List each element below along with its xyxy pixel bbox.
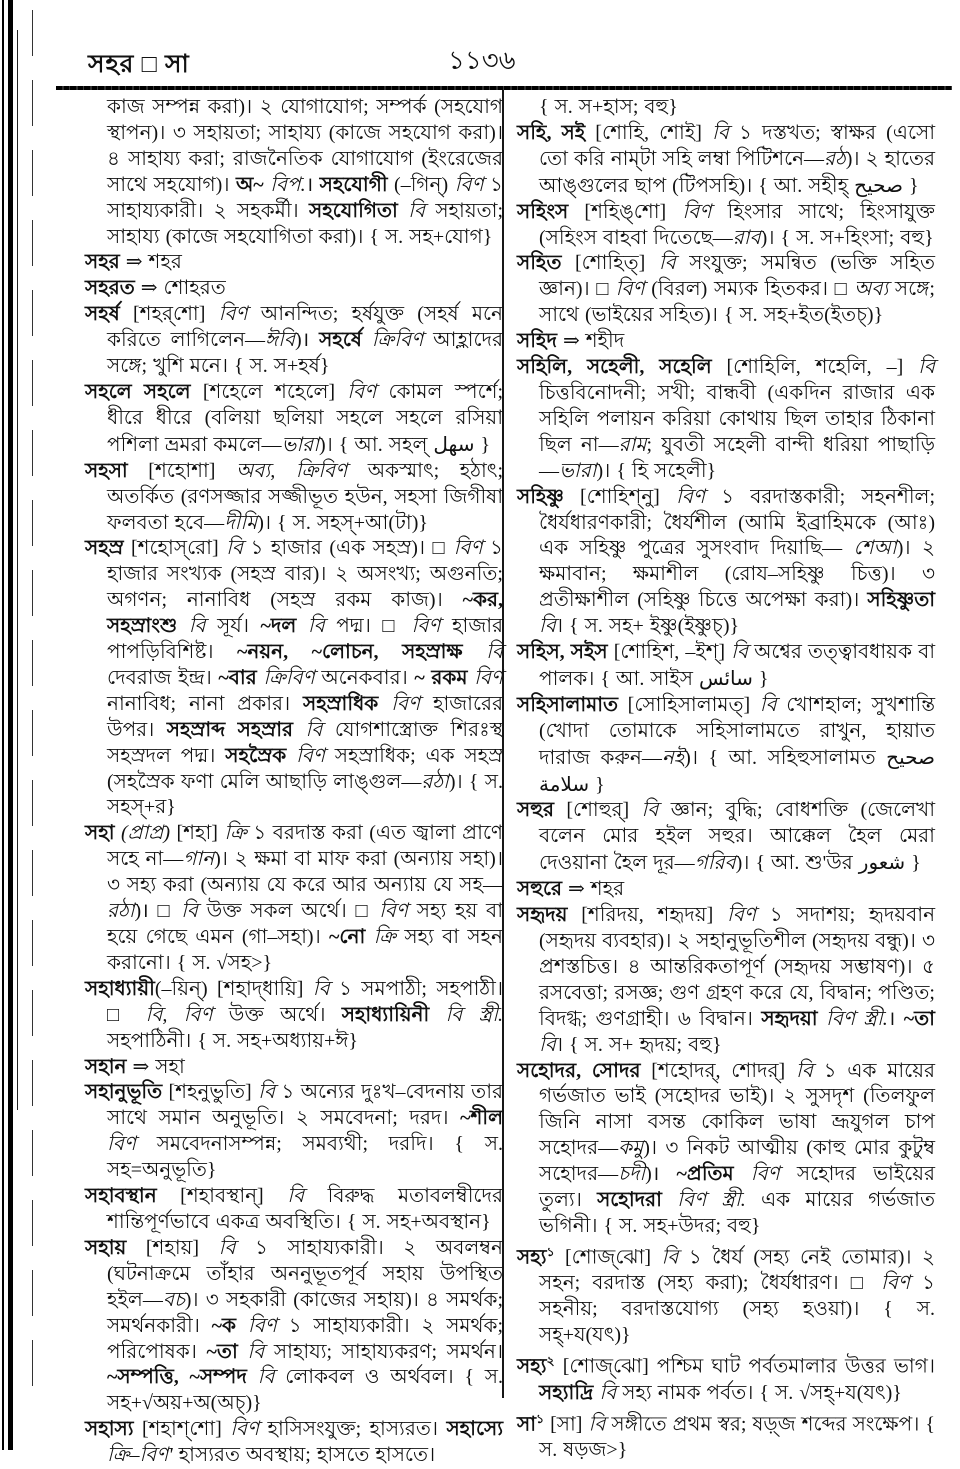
- entry-segment: ১ ধৈর্য (সহ্য নেই তোমার)। ২ সহন; বরদাস্ত (সহ্য করা); ধৈর্যধারণ। □: [539, 1246, 936, 1295]
- entry-segment: { স. স+হাস; বহু}: [539, 96, 678, 118]
- entry-segment: বি: [795, 1059, 813, 1082]
- entry-segment: [247, 1366, 258, 1388]
- dictionary-entry: [517, 329, 935, 355]
- entry-segment: নানাবিধ; নানা প্রকার।: [107, 692, 304, 715]
- dictionary-entry: [85, 1236, 503, 1417]
- entry-segment: )। { স. সহস্+আ(টা)}: [257, 511, 428, 534]
- entry-segment: [463, 641, 487, 663]
- entry-segment: [সোহিসালামত্]: [618, 693, 760, 716]
- entry-segment: হাস্যরত অবস্থায়; হাসতে হাসতে।: [172, 1444, 436, 1467]
- entry-segment: )। ২ ক্ষমাবান; ক্ষমাশীল (রোয–সহিষ্ণু চিত্ত)। ৩ প্রতীক্ষাশীল (সহিষ্ণু চিত্তে অপেক্ষা করা)।: [539, 537, 935, 612]
- entry-segment: সমবেদনাসম্পন্ন; সমব্যথী; দরদি। { স. সহ=অনুভূতি}: [107, 1133, 503, 1182]
- entry-segment: সহ্য: [517, 1355, 547, 1378]
- entry-segment: سائس: [698, 665, 753, 690]
- entry-segment: বি: [226, 537, 243, 560]
- entry-segment: গান: [183, 848, 215, 871]
- entry-segment: )।: [294, 329, 320, 352]
- entry-segment: অব্য, ক্রিবিণ: [235, 459, 348, 482]
- entry-segment: ১: [546, 1244, 555, 1259]
- dictionary-entry: [85, 250, 503, 276]
- entry-segment: সহিষ্ণু: [517, 485, 564, 508]
- entry-segment: [শহোশা]: [127, 459, 236, 482]
- entry-segment: সহ্য: [517, 1246, 547, 1269]
- entry-segment: [শোহিশ, –ইশ্]: [607, 641, 732, 664]
- entry-segment: সহযোগিতা: [309, 199, 398, 222]
- dictionary-entry: [85, 95, 503, 250]
- page-number: ১১৩৬: [448, 46, 516, 75]
- entry-segment: ১ বরদাস্ত করা (এত জ্বালা প্রাণে সহে না—: [107, 822, 504, 871]
- entry-segment: দীমি: [224, 511, 258, 534]
- entry-segment: বি: [539, 615, 556, 638]
- entry-segment: ~নো: [329, 926, 366, 948]
- entry-segment: [362, 329, 372, 351]
- entry-segment: সহর: [85, 251, 120, 274]
- left-column: [85, 95, 503, 1469]
- entry-segment: বিণ: [411, 615, 441, 638]
- entry-segment: উক্ত সকল অর্থে। □: [197, 900, 380, 923]
- entry-segment: সহুর: [517, 799, 554, 822]
- entry-segment: সহ্য হয় বা হয়ে গেছে এমন (গা–সহা)।: [107, 900, 503, 948]
- dictionary-entry: [85, 1184, 503, 1236]
- entry-segment: ক্রি: [224, 822, 247, 845]
- entry-segment: শেআ: [853, 537, 897, 560]
- entry-segment: সঙ্গে; সাথে (ভাইয়ের সহিত)। { স. সহ+ইত(ইতচ্)}: [539, 278, 935, 327]
- entry-segment: বি: [731, 641, 748, 664]
- entry-segment: হাজারের উপর।: [107, 692, 504, 741]
- entry-segment: সঙ্গীতে প্রথম স্বর; ষড়্‌জ শব্দের সংক্ষেপ। { স. ষড়জ>}: [539, 1413, 935, 1462]
- entry-segment: বিণ: [474, 666, 504, 689]
- entry-segment: সহ্যাদ্রি: [539, 1381, 594, 1404]
- entry-segment: উক্ত অর্থে।: [212, 1003, 342, 1026]
- entry-segment: সহস্রৈক: [225, 744, 287, 767]
- entry-segment: }: [752, 667, 769, 690]
- entry-segment: }: [589, 773, 605, 796]
- entry-segment: ১ দস্তখত; স্বাক্ষর (এসো তো করি নাম্‌টা সহি লম্বা পিটিশনে—: [539, 121, 935, 170]
- entry-segment: (–য়িন্) [শহাদ্‌ধায়ি]: [154, 977, 313, 1000]
- entry-segment: বি: [305, 718, 323, 741]
- entry-segment: ~দল: [260, 615, 297, 638]
- entry-segment: [365, 926, 373, 948]
- entry-segment: [শহোদর্, শোদর্]: [640, 1059, 796, 1082]
- entry-segment: )। { আ. সহল্: [319, 433, 434, 456]
- entry-segment: যোগশাস্ত্রোক্ত শিরঃস্থ সহস্রদল পদ্ম।: [107, 718, 503, 767]
- entry-segment: [236, 1315, 248, 1337]
- entry-segment: }: [903, 174, 919, 197]
- entry-segment: ~সম্পত্তি, ~সম্পদ: [107, 1366, 247, 1389]
- entry-segment: (প্রাপ্র): [121, 822, 170, 845]
- entry-segment: صحيح: [854, 172, 903, 197]
- dictionary-entry: [517, 1349, 935, 1406]
- entry-segment: ⇒ সহা: [126, 1055, 185, 1078]
- entry-segment: [শহাবস্থান্]: [156, 1185, 288, 1208]
- entry-segment: [293, 719, 305, 741]
- entry-segment: বি: [918, 356, 935, 379]
- entry-segment: বি: [408, 199, 425, 222]
- entry-segment: গরিব: [694, 852, 736, 875]
- entry-segment: সহৃদয়া: [761, 1007, 818, 1030]
- entry-segment: জ্ঞান; বুদ্ধি; বোধশক্তি (জেলেখা বলেন মোর হইল সহুর। আক্কেল হৈল মেরা দেওয়ানা হৈল দূর—: [539, 799, 935, 875]
- entry-segment: সহাবস্থান: [85, 1185, 157, 1208]
- dictionary-entry: [85, 821, 503, 976]
- entry-segment: হাজার পাপড়িবিশিষ্ট।: [107, 615, 504, 664]
- entry-segment: ১ সাহায্যকারী। ২ অবলম্বন (ঘটনাক্রমে তাঁহার অননুভূতপূর্ব সহায় উপস্থিত হইল—: [107, 1236, 503, 1311]
- entry-segment: ক্রিবিণ: [371, 329, 424, 352]
- entry-segment: বি: [247, 1340, 265, 1363]
- dictionary-entry: [517, 200, 935, 252]
- entry-segment: )। ৩ নিকট আত্মীয় (কাহু মোর কুটুম্ব সহোদর—: [539, 1137, 935, 1186]
- entry-segment: [286, 745, 296, 767]
- entry-segment: ১ এক মায়ের গর্ভজাত ভাই (সহোদর ভাই)। ২ সুসদৃশ (তিলফুল জিনি নাসা বসন্ত কোকিল ভাষা ভ্রূযুগল চাপ সহোদর—: [539, 1059, 935, 1160]
- dictionary-entry: [85, 276, 503, 302]
- entry-segment: সাহায্য; সাহায্যকরণ; সমর্থন।: [264, 1340, 504, 1363]
- entry-segment: বি: [287, 1185, 305, 1208]
- entry-segment: খোশহাল; সুখশান্তি (খোদা তোমাকে সহিসালামতে রাখুন, হায়াত দারাজ করুন—: [539, 693, 935, 769]
- entry-segment: অকস্মাৎ; হঠাৎ; অতর্কিত (রণসজ্জার সজ্জীভূত হউন, সহসা জিগীষা ফলবতা হবে—: [107, 459, 503, 534]
- entry-segment: ভারা: [281, 433, 319, 456]
- entry-segment: সহ্য নামক পর্বত। { স. √সহ্+য(যৎ)}: [616, 1381, 902, 1404]
- dictionary-entry: [517, 640, 935, 693]
- entry-segment: شعور: [858, 850, 906, 875]
- entry-segment: ~তা: [903, 1007, 935, 1030]
- entry-segment: )। { আ. সহিহুসালামত: [684, 746, 887, 769]
- entry-segment: )। { স. সহস্+র}: [107, 770, 504, 819]
- entry-segment: [শোহি, শোই]: [585, 121, 712, 144]
- entry-segment: ২: [546, 1354, 555, 1369]
- entry-segment: ১ সদাশয়; হৃদয়বান (সহৃদয় ব্যবহার)। ২ সহানুভূতিশীল (সহৃদয় বন্ধু)। ৩ প্রশস্তচিত্ত। ৪ আন্তরিকতাপূর্ণ (সহৃদয় সম্ভাষণ)। ৫ রসবেত্তা; রসজ্ঞ; গুণ গ্রহণ করে যে, বিদ্বান; পণ্ডিত; বিদগ্ধ; গুণগ্রাহী। ৬ বিদ্বান।: [539, 904, 936, 1030]
- entry-segment: [818, 1008, 826, 1030]
- entry-segment: সহিংস: [517, 200, 569, 223]
- entry-segment: ক্রি: [373, 926, 397, 948]
- right-column: [517, 95, 935, 1464]
- entry-segment: ১ সাহায্যকারী। ২ সমর্থক; পরিপোষক।: [107, 1314, 504, 1363]
- entry-segment: রঠা: [421, 770, 449, 793]
- entry-segment: صحيح سلامة: [539, 744, 935, 796]
- entry-segment: হিংসার সাথে; হিংসাযুক্ত (সহিংস বাহবা দিতেছে—: [539, 200, 935, 249]
- entry-segment: [শোজ্‌ঝো]: [554, 1246, 662, 1269]
- binding-line: [32, 10, 33, 1390]
- entry-segment: ১ সাহায্যকারী। ২ সহকর্মী।: [107, 173, 503, 222]
- dictionary-entry: [85, 1080, 503, 1184]
- entry-segment: [429, 1004, 445, 1026]
- entry-segment: বিণ স্ত্রী.: [825, 1007, 888, 1030]
- dictionary-entry: [517, 1059, 935, 1240]
- entry-segment: (–গিন্): [387, 173, 455, 196]
- entry-segment: পদ্ম। □: [324, 615, 412, 638]
- entry-segment: সহায়: [85, 1236, 127, 1259]
- entry-segment: বি: [658, 252, 676, 275]
- entry-segment: ~ক: [211, 1314, 237, 1337]
- entry-segment: ~নয়ন, ~লোচন, সহস্রাক্ষ: [237, 641, 463, 664]
- entry-segment: সহাস্য: [85, 1418, 134, 1441]
- entry-segment: ।: [305, 173, 320, 196]
- binding-line: [8, 0, 13, 1450]
- entry-segment: বিণ: [230, 1418, 260, 1441]
- entry-segment: বিণ স্ত্রী.: [677, 1189, 746, 1212]
- binding-line: [2, 0, 4, 1450]
- entry-segment: রাব: [732, 226, 761, 249]
- entry-segment: [শহা]: [169, 822, 225, 845]
- dictionary-entry: [517, 798, 935, 877]
- entry-segment: বিণ: [218, 303, 248, 326]
- entry-segment: বিণ: [296, 744, 325, 767]
- dictionary-entry: [85, 1417, 503, 1469]
- entry-segment: ১: [536, 1411, 545, 1426]
- entry-segment: ১ হাজার (এক সহস্র)। □: [242, 537, 454, 560]
- entry-segment: রঠা: [107, 900, 135, 923]
- header-rule: [56, 86, 952, 90]
- entry-segment: সহোদরা: [597, 1189, 662, 1212]
- entry-segment: [শহোস্‌রো]: [123, 537, 227, 560]
- entry-segment: ১ হাজার সংখ্যক (সহস্র বার)। ২ অসংখ্য; অগুনতি; অগণন; নানাবিধ (সহস্র রকম কাজ)।: [107, 537, 503, 612]
- entry-segment: সহযোগী: [319, 173, 388, 196]
- entry-segment: বিণ: [676, 485, 705, 508]
- dictionary-entry: [517, 903, 935, 1058]
- entry-segment: ক্রিবিণ: [263, 666, 315, 689]
- dictionary-entry: [85, 536, 503, 821]
- entry-segment: বিণ: [454, 173, 484, 196]
- entry-segment: সহপাঠিনী। { স. সহ+অধ্যায়+ঈ}: [107, 1029, 358, 1052]
- dictionary-entry: [517, 355, 935, 485]
- entry-segment: ~শীল: [460, 1107, 503, 1130]
- entry-segment: অব্য: [854, 278, 889, 301]
- entry-segment: কোমল স্পর্শে; ধীরে ধীরে (বলিয়া ছলিয়া সহলে সহলে রসিয়া পশিলা ভ্রমরা কমলে—: [107, 380, 504, 456]
- entry-segment: বিণ: [391, 692, 421, 715]
- entry-segment: বি: [641, 799, 659, 822]
- entry-segment: [শহিঙ্‌শো]: [568, 200, 683, 223]
- entry-segment: ~বার: [218, 666, 257, 689]
- entry-segment: বিণ: [615, 278, 645, 301]
- entry-segment: সহর্ষ: [85, 303, 120, 326]
- dictionary-entry: [517, 1240, 935, 1349]
- entry-segment: বি: [588, 1413, 606, 1436]
- dictionary-entry: [517, 121, 935, 200]
- entry-segment: সহস্র: [85, 537, 124, 560]
- entry-segment: ১ অন্যের দুঃখ–বেদনায় তার সাথে সমান অনুভূতি। ২ সমবেদনা; দরদ।: [107, 1081, 503, 1130]
- entry-segment: বি, বিণ: [145, 1003, 213, 1026]
- entry-segment: সহিস, সইস: [517, 641, 608, 664]
- entry-segment: سهل: [433, 431, 475, 456]
- entry-segment: ~কর, সহস্রাংশু: [107, 589, 503, 638]
- entry-segment: বিণ: [247, 1314, 277, 1337]
- entry-segment: [শোজ্‌ঝো] পশ্চিম ঘাট পর্বতমালার উত্তর ভাগ।: [554, 1355, 935, 1378]
- entry-segment: ⇒ শহর: [119, 251, 182, 274]
- entry-segment: [শহনুভুতি]: [162, 1081, 259, 1104]
- dictionary-entry: [517, 251, 935, 329]
- entry-segment: [296, 615, 308, 637]
- entry-segment: সহিলি, সহেলী, সহেলি: [517, 356, 712, 379]
- entry-segment: সহানুভূতি: [85, 1081, 163, 1104]
- entry-segment: বিণ: [453, 537, 483, 560]
- entry-segment: সহ্য বা সহন করানো। { স. √সহ>}: [107, 926, 503, 974]
- entry-segment: [শহায়]: [126, 1236, 219, 1259]
- entry-segment: সহাধ্যায়িনী: [341, 1003, 430, 1026]
- entry-segment: অনেকবার।: [314, 666, 415, 689]
- entry-segment: )।: [645, 1163, 677, 1186]
- entry-segment: )। { হি সহেলী}: [596, 459, 717, 482]
- entry-segment: আহ্লাদের সঙ্গে; খুশি মনে। { স. স+হর্ষ}: [107, 329, 504, 378]
- entry-segment: [শোহিশ্‌নু]: [563, 485, 677, 508]
- entry-segment: বিণ: [682, 200, 712, 223]
- entry-segment: ~প্রতিম: [676, 1163, 734, 1186]
- entry-segment: বি স্ত্রী.: [445, 1003, 503, 1026]
- entry-segment: অ~: [235, 173, 264, 196]
- entry-segment: চিত্তবিনোদনী; সখী; বান্ধবী (একদিন রাজার এক সহিলি পলায়ন করিয়া কোথায় ছিল তাহার ঠিকানা ছিল না—: [539, 381, 935, 456]
- entry-segment: বি: [599, 1381, 617, 1404]
- entry-segment: [শহর্‌শো]: [119, 303, 219, 326]
- entry-segment: এক মায়ের গর্ভজাত ভগিনী। { স. সহ+উদর; বহু}: [539, 1189, 935, 1237]
- entry-segment: সূর্য।: [205, 615, 261, 638]
- entry-segment: সা: [517, 1413, 537, 1436]
- entry-segment: ; যুবতী সহেলী বান্দী ধরিয়া পাছাড়ি—: [539, 433, 935, 482]
- entry-segment: সহি, সই: [517, 121, 586, 144]
- entry-segment: অশ্বের তত্ত্বাবধায়ক বা পালক। { আ. সাইস: [539, 641, 936, 690]
- entry-segment: ।: [887, 1007, 904, 1030]
- entry-segment: সহিত: [517, 252, 562, 275]
- entry-segment: সহসা: [85, 459, 128, 482]
- entry-segment: [শহাশ্‌শো]: [133, 1418, 231, 1441]
- entry-segment: বিণ: [750, 1163, 780, 1186]
- entry-segment: । { স. স+ হৃদয়; বহু}: [555, 1033, 722, 1056]
- entry-segment: কমু: [618, 1137, 644, 1160]
- entry-segment: ~ রকম: [414, 666, 468, 689]
- entry-segment: (বিরল) সম্যক হিতকর। □: [644, 278, 855, 301]
- entry-segment: সহরত: [85, 277, 135, 300]
- entry-segment: সহোদর, সোদর: [517, 1059, 641, 1082]
- entry-segment: সহিসালামাত: [517, 693, 619, 716]
- entry-segment: }: [905, 852, 921, 875]
- entry-segment: লোকবল ও অর্থবল। { স. সহ+√অয়+অ(অচ্)}: [107, 1366, 504, 1415]
- entry-segment: বিণ: [347, 380, 377, 403]
- entry-segment: )। ২ ক্ষমা বা মাফ করা (অন্যায় সহা)। ৩ সহ্য করা (অন্যায় যে করে আর অন্যায় যে সহ—: [107, 848, 503, 897]
- entry-segment: [শরিদয়, শহৃদয়]: [567, 904, 727, 927]
- entry-segment: সহিদ: [517, 330, 557, 353]
- entry-segment: [734, 1163, 751, 1185]
- entry-segment: ১ সহনীয়; বরদাস্তযোগ্য (সহ্য হওয়া)। { স. সহ্+য(যৎ)}: [539, 1272, 935, 1347]
- entry-segment: ঈবি: [265, 329, 295, 352]
- entry-segment: সহস্রাব্দ সহস্রার: [166, 718, 294, 741]
- entry-segment: বি: [486, 641, 503, 664]
- entry-segment: সহৃদয়: [517, 904, 568, 927]
- entry-segment: বি: [257, 1366, 275, 1389]
- entry-segment: আনন্দিত; হর্ষযুক্ত (সহর্ষ মনে করিতে লাগিলেন—: [107, 303, 503, 352]
- entry-segment: সংযুক্ত; সমন্বিত (ভক্তি সহিত জ্ঞান)। □: [539, 252, 935, 301]
- entry-segment: [শোহিলি, শহেলি, –]: [711, 356, 919, 379]
- entry-segment: কাজ সম্পন্ন করা)। ২ যোগাযোগ; সম্পর্ক (সহযোগ স্থাপন)। ৩ সহায়তা; সাহায্য (কাজে সহযোগ করা)। ৪ সাহায্য করা; রাজনৈতিক যোগাযোগ (ইংরেজের সাথে সহযোগ)।: [107, 96, 503, 196]
- entry-segment: সহাস্যে: [446, 1418, 504, 1441]
- entry-segment: [238, 1341, 248, 1363]
- entry-segment: ⇒ শোহরত: [134, 277, 226, 300]
- entry-segment: বি: [218, 1236, 236, 1259]
- dictionary-entry: [517, 877, 935, 903]
- entry-segment: বি: [258, 1081, 275, 1104]
- entry-segment: )। { স. স+হিংসা; বহু}: [760, 226, 934, 249]
- dictionary-entry: [517, 485, 935, 640]
- entry-segment: )। ৩ সহকারী (কাজের সহায়)। ৪ সমর্থক; সমর্থনকারী।: [107, 1288, 503, 1337]
- entry-segment: সহোদর ভাইয়ের তুল্য।: [539, 1163, 935, 1212]
- entry-segment: সহলে সহলে: [85, 380, 191, 403]
- entry-segment: সহুরে: [517, 878, 563, 901]
- entry-segment: ক্রি–বিণ': [107, 1444, 173, 1467]
- entry-segment: সহস্রাধিক: [303, 692, 379, 715]
- entry-segment: । { স. সহ+ ইষ্ণু(ইষ্ণুচ্)}: [555, 615, 740, 638]
- entry-segment: )। { আ. শু'উর: [735, 852, 859, 875]
- entry-segment: [শোহুর্]: [553, 799, 642, 822]
- entry-segment: রঠ: [824, 147, 846, 170]
- entry-segment: )। ২ হাতের আঙ্গুলের ছাপ (টিপসহি)। { আ. সহীহ্‌: [539, 147, 936, 197]
- binding-line: [17, 30, 18, 1110]
- entry-segment: বি: [307, 615, 325, 638]
- entry-segment: [সা]: [544, 1413, 589, 1436]
- entry-segment: বি: [312, 977, 330, 1000]
- entry-segment: [শোহিত্]: [561, 252, 659, 275]
- entry-segment: বি: [759, 693, 777, 716]
- dictionary-entry: [517, 95, 935, 121]
- entry-segment: বি: [181, 900, 198, 923]
- dictionary-entry: [85, 380, 503, 459]
- dictionary-entry: [85, 1055, 503, 1081]
- entry-segment: সহাধ্যায়ী: [85, 977, 155, 1000]
- entry-segment: বিণ: [379, 900, 409, 923]
- entry-segment: [শহেলে শহেলে]: [190, 380, 348, 403]
- entry-segment: চদী: [618, 1163, 646, 1186]
- dictionary-entry: [85, 977, 503, 1055]
- entry-segment: সহস্রাধিক; এক সহস্র (সহস্রৈক ফণা মেলি আছাড়ি লাঙ্গুল—: [107, 744, 504, 793]
- entry-segment: বি: [661, 1246, 679, 1269]
- entry-segment: বচ: [162, 1288, 185, 1311]
- running-head-keyword: সহর □ সা: [88, 51, 190, 78]
- entry-segment: দেবরাজ ইন্দ্র।: [107, 666, 219, 689]
- entry-segment: [378, 693, 391, 715]
- entry-segment: সহর্ষে: [319, 329, 362, 352]
- entry-segment: সহায়তা; সাহায্য (কাজে সহযোগিতা করা)। { স. সহ+যোগ}: [107, 199, 503, 248]
- entry-segment: রাম: [618, 433, 647, 456]
- entry-segment: সহান: [85, 1055, 127, 1078]
- entry-segment: ভারা: [559, 459, 597, 482]
- entry-segment: ⇒ শহর: [562, 878, 625, 901]
- entry-segment: বিপ.: [270, 173, 306, 196]
- dictionary-entry: [517, 1407, 935, 1464]
- entry-segment: বিরুদ্ধ মতাবলম্বীদের শান্তিপূর্ণভাবে একত্র অবস্থিতি। { স. সহ+অবস্থান}: [107, 1185, 503, 1233]
- dictionary-entry: [85, 459, 503, 537]
- entry-segment: বি: [712, 121, 729, 144]
- entry-segment: ১ বরদাস্তকারী; সহনশীল; ধৈর্যধারণকারী; ধৈর্যশীল (আমি ইব্রাহিমকে (আঃ) এক সহিষ্ণু পুত্রের সুসংবাদ দিয়াছি—: [539, 485, 935, 560]
- entry-segment: বিণ: [107, 1133, 136, 1156]
- entry-segment: সহিষ্ণুতা: [867, 589, 935, 612]
- entry-segment: [177, 615, 189, 637]
- entry-segment: ১ সমপাঠী; সহপাঠী। □: [107, 977, 503, 1026]
- entry-segment: বি: [539, 1033, 556, 1056]
- entry-segment: ~তা: [206, 1340, 238, 1363]
- entry-segment: ⇒ শহীদ: [556, 330, 625, 353]
- entry-segment: [662, 1189, 677, 1211]
- entry-segment: বিণ: [880, 1272, 910, 1295]
- entry-segment: নই: [661, 746, 685, 769]
- entry-segment: বিণ: [727, 904, 756, 927]
- entry-segment: সহা: [85, 822, 115, 845]
- dictionary-entry: [85, 302, 503, 380]
- entry-segment: )। □: [134, 900, 182, 923]
- entry-segment: বি: [188, 615, 206, 638]
- entry-segment: হাসিসংযুক্ত; হাস্যরত।: [259, 1418, 447, 1441]
- entry-segment: }: [474, 433, 491, 456]
- dictionary-entry: [517, 693, 935, 799]
- entry-segment: [398, 200, 408, 222]
